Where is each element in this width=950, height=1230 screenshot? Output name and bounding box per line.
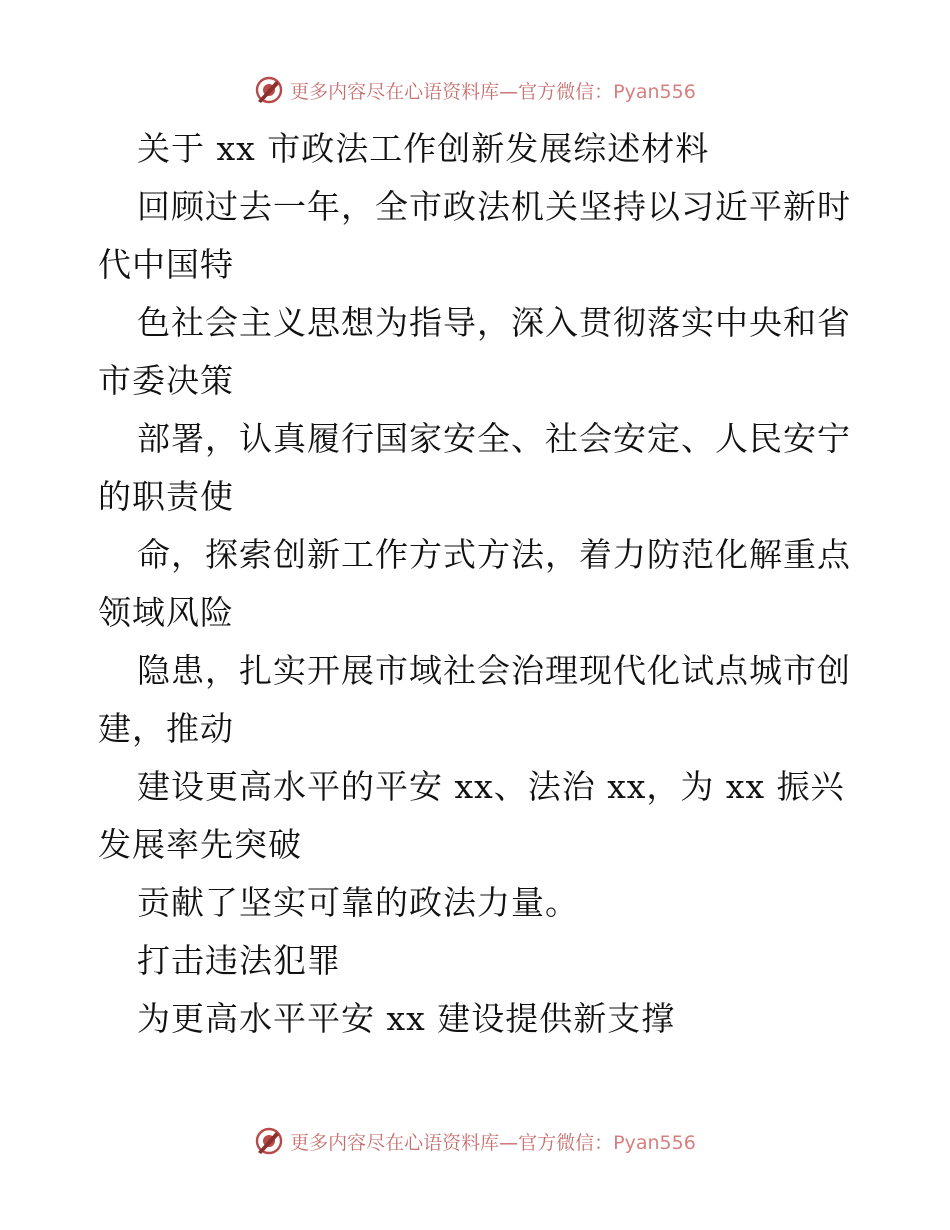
section-subheading: 为更高水平平安 xx 建设提供新支撑 xyxy=(137,999,676,1038)
watermark-text: 更多内容尽在心语资料库—官方微信： xyxy=(290,80,614,103)
paragraph-line: 领域风险 xyxy=(98,593,234,632)
watermark-wechat-id: Pyan556 xyxy=(613,80,696,103)
paragraph-line: 命，探索创新工作方式方法，着力防范化解重点 xyxy=(137,535,851,574)
paragraph-line: 色社会主义思想为指导，深入贯彻落实中央和省 xyxy=(137,303,851,342)
paragraph-line: 贡献了坚实可靠的政法力量。 xyxy=(137,883,579,922)
paragraph-line: 发展率先突破 xyxy=(98,825,302,864)
paragraph-line: 市委决策 xyxy=(98,361,234,400)
section-heading: 打击违法犯罪 xyxy=(137,941,341,980)
paragraph-line: 的职责使 xyxy=(98,477,234,516)
paragraph-line: 隐患，扎实开展市域社会治理现代化试点城市创 xyxy=(137,651,851,690)
quill-seal-icon xyxy=(254,1126,284,1156)
watermark-text: 更多内容尽在心语资料库—官方微信： xyxy=(290,1131,614,1154)
footer-watermark xyxy=(0,1121,950,1161)
watermark-wechat-id: Pyan556 xyxy=(613,1131,696,1154)
quill-seal-icon xyxy=(254,75,284,105)
paragraph-line: 代中国特 xyxy=(98,245,234,284)
paragraph-line: 回顾过去一年，全市政法机关坚持以习近平新时 xyxy=(137,187,851,226)
paragraph-line: 部署，认真履行国家安全、社会安定、人民安宁 xyxy=(137,419,851,458)
document-title: 关于 xx 市政法工作创新发展综述材料 xyxy=(137,129,710,168)
paragraph-line: 建设更高水平的平安 xx、法治 xx，为 xx 振兴 xyxy=(137,767,845,806)
paragraph-line: 建，推动 xyxy=(98,709,234,748)
header-watermark xyxy=(0,70,950,110)
